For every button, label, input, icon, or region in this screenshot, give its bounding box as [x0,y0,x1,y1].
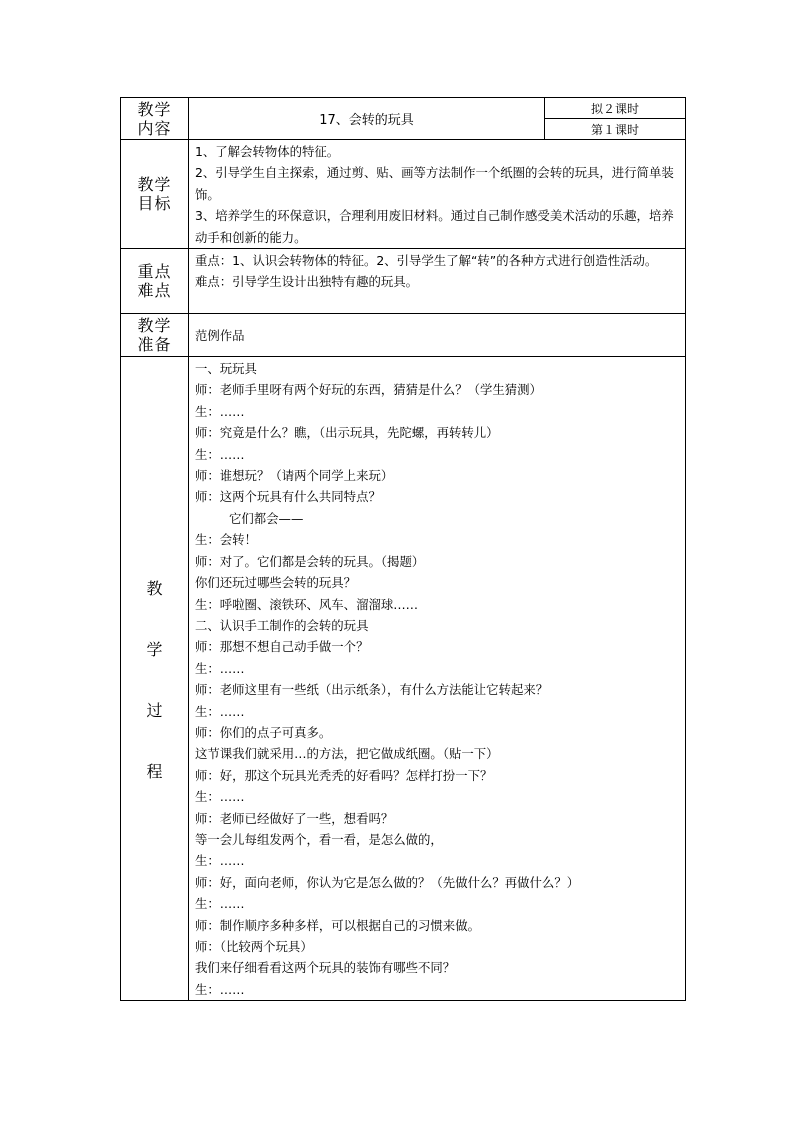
process-line: 师：究竟是什么？瞧，（出示玩具，先陀螺，再转转儿） [195,425,499,441]
process-line: 师：你们的点子可真多。 [195,724,332,740]
difficulty: 难点：引导学生设计出独特有趣的玩具。 [195,274,419,290]
process-line: 师：好，那这个玩具光秃秃的好看吗？怎样打扮一下？ [195,767,493,783]
process-line: 师：老师手里呀有两个好玩的东西，猜猜是什么？（学生猜测） [195,382,542,398]
process-line: 师：好，面向老师，你认为它是怎么做的？（先做什么？再做什么？） [195,874,580,890]
process-label-char: 教 [146,578,163,598]
process-line: 师：那想不想自己动手做一个？ [195,639,369,655]
process-line: 师：这两个玩具有什么共同特点？ [195,489,381,505]
focus-content [189,249,686,314]
content-row [121,98,686,119]
goals-row [121,140,686,249]
content-label [121,98,189,140]
process-line: 生：…… [195,660,245,676]
goal-item: 1、了解会转物体的特征。 [195,144,340,159]
process-line: 生：…… [195,403,245,419]
process-content [189,357,686,1001]
process-row [121,357,686,1001]
focus-label-line2: 难点 [137,281,172,301]
process-line: 生：…… [195,789,245,805]
key-point: 重点：1、认识会转物体的特征。2、引导学生了解“转”的各种方式进行创造性活动。 [195,253,658,269]
process-line: 生：呼啦圈、滚铁环、风车、溜溜球…… [195,596,419,612]
process-line: 师：制作顺序多种多样，可以根据自己的习惯来做。 [195,917,480,933]
process-line: 师：老师这里有一些纸（出示纸条），有什么方法能让它转起来？ [195,682,549,698]
current-hour: 第１课时 [545,119,686,140]
process-line: 师：对了。它们都是会转的玩具。（揭题） [195,553,425,569]
process-line: 生：…… [195,703,245,719]
process-line: 师：老师已经做好了一些，想看吗？ [195,810,394,826]
prep-label [121,314,189,357]
process-line: 生：…… [195,981,245,997]
process-line: 生：…… [195,896,245,912]
goals-label-line1: 教学 [137,175,172,195]
goals-label-line2: 目标 [137,194,172,214]
content-label-line2: 内容 [137,118,172,138]
goals-label [121,140,189,249]
process-line: 二、认识手工制作的会转的玩具 [195,617,369,633]
lesson-title: 17、会转的玩具 [189,98,545,140]
process-line: 生：…… [195,853,245,869]
process-label-char: 程 [146,761,163,781]
lesson-plan-table [120,97,686,1001]
prep-row [121,314,686,357]
prep-content [189,314,686,357]
process-line: 你们还玩过哪些会转的玩具？ [195,575,357,591]
focus-label-line1: 重点 [137,262,172,282]
process-line: 师：谁想玩？（请两个同学上来玩） [195,468,394,484]
process-line: 生：…… [195,446,245,462]
process-line: 师：（比较两个玩具） [195,939,313,954]
goal-item: 3、培养学生的环保意识，合理利用废旧材料。通过自己制作感受美术活动的乐趣，培养动手和创新的能力。 [195,208,674,245]
process-line: 它们都会—— [229,510,304,526]
focus-row [121,249,686,314]
process-label [121,357,189,1001]
prep-label-line1: 教学 [137,316,172,336]
process-line: 一、玩玩具 [195,361,257,377]
process-line: 等一会儿每组发两个，看一看，是怎么做的， [195,831,443,847]
process-line: 生：会转！ [195,532,257,548]
process-line: 这节课我们就采用…的方法，把它做成纸圈。（贴一下） [195,746,499,762]
content-label-line1: 教学 [137,99,172,119]
process-label-char: 学 [146,639,163,659]
process-line: 我们来仔细看看这两个玩具的装饰有哪些不同？ [195,960,456,976]
focus-label [121,249,189,314]
goals-content [189,140,686,249]
planned-hours: 拟２课时 [545,98,686,119]
prep-text: 范例作品 [195,327,245,343]
prep-label-line2: 准备 [137,335,172,355]
process-label-char: 过 [146,700,163,720]
goal-item: 2、引导学生自主探索，通过剪、贴、画等方法制作一个纸圈的会转的玩具，进行简单装饰。 [195,165,674,202]
